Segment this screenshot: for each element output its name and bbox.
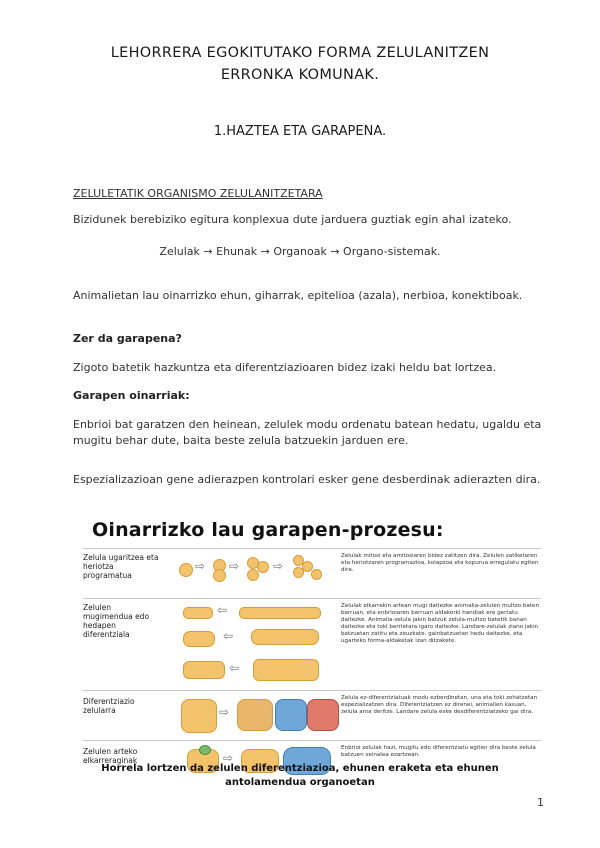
development-processes-figure bbox=[83, 518, 541, 788]
row-label: Zelula ugaritzea eta heriotza programatua bbox=[83, 553, 159, 580]
subheading: ZELULETATIK ORGANISMO ZELULANITZETARA bbox=[73, 187, 323, 200]
figure-caption-line2: antolamendua organoetan bbox=[225, 777, 375, 788]
question-development: Zer da garapena? bbox=[73, 332, 182, 345]
figure-title: Oinarrizko lau garapen-prozesu: bbox=[92, 519, 444, 541]
page-number: 1 bbox=[537, 796, 544, 809]
paragraph-development: Zigoto batetik hazkuntza eta diferentziazioaren bidez izaki heldu bat lortzea. bbox=[73, 361, 497, 374]
figure-row-movement: Zelulen mugimendua edo hedapen diferentziala ⇦ ⇦ ⇦ Zelulak elkarrekin artean mugi daitezke animalia-zelulen multzo baten barruan, eta enbrioiaren barruan aldakorki handiak ere gertatu daitezke. Animalia-zelula jakin batzuk zelula-multzo batetik banan daitezke eta toki berrietara igaro daitezke. Landare-zelulak ziano jakin batzuetan zatitu eta zeuzkate, gainbatzuetan hedu daitezke, eta ugarteko forma-aldaketak izan ditzakete. bbox=[83, 598, 541, 691]
figure-row-interactions: Zelulen arteko elkarreraginak ⇨ Enbrioi zelulak hazi, mugitu edo diferentziatu egiten dira beste zelula batzuen seinalea ezartzean. bbox=[83, 740, 541, 789]
paragraph-tissues: Animalietan lau oinarrizko ehun, giharrak, epitelioa (azala), nerbioa, konektiboak. bbox=[73, 289, 523, 302]
figure-row-differentiation: Diferentziazio zelularra ⇨ Zelula ez-diferentziatuak modu ezberdinetan, una eta toki zehatzetan espezializatzen dira. Diferentziatzen ez direnei, animalien kasuan, zelula ama deritze. Landare zelula eske desdiferentziatzeko gai dira. bbox=[83, 690, 541, 741]
paragraph-basics: Enbrioi bat garatzen den heinean, zelulek modu ordenatu batean hedatu, ugaldu eta mugitu behar dute, baita beste zelula batzuekin jarduen ere. bbox=[73, 418, 542, 447]
question-basics: Garapen oinarriak: bbox=[73, 389, 190, 402]
row-description: Zelulak elkarrekin artean mugi daitezke animalia-zelulen multzo baten barruan, eta enbrioiaren barruan aldakorki handiak ere gertatu daitezke. Animalia-zelula jakin batzuk zelula-multzo batetik banan daitezke eta toki berrietara igaro daitezke. Landare-zelulak ziano jakin batzuetan zatitu eta zeuzkate, gainbatzuetan hedu daitezke, eta ugarteko forma-aldaketak izan ditzakete. bbox=[341, 603, 540, 644]
paragraph-specialization: Espezializazioan gene adierazpen kontrolari esker gene desberdinak adierazten dira. bbox=[73, 473, 541, 486]
document-title-line2: ERRONKA KOMUNAK. bbox=[220, 67, 380, 83]
row-label: Diferentziazio zelularra bbox=[83, 697, 135, 715]
row-label: Zelulen mugimendua edo hedapen diferentziala bbox=[83, 603, 150, 639]
row-label: Zelulen arteko elkarreraginak bbox=[83, 747, 138, 765]
paragraph-structure: Bizidunek berebiziko egitura konplexua dute jarduera guztiak egin ahal izateko. bbox=[73, 213, 512, 226]
row-description: Enbrioi zelulak hazi, mugitu edo diferentziatu egiten dira beste zelula batzuen seinalea ezartzean. bbox=[341, 745, 536, 758]
figure-caption-line1: Horrela lortzen da zelulen diferentziazioa, ehunen eraketa eta ehunen bbox=[101, 763, 499, 774]
row-description: Zelulak mitosi eta amitosiaren bidez zatitzen dira. Zelulen zatiketaren eta heriotzaren programazioa, kolapsoa eta kopurua erregulatu egiten dira. bbox=[341, 553, 539, 573]
row-description: Zelula ez-diferentziatuak modu ezberdinetan, una eta toki zehatzetan espezializatzen dira. Diferentziatzen ez direnei, animalien kasuan, zelula ama deritze. Landare zelula eske desdiferentziatzeko gai dira. bbox=[341, 695, 538, 715]
organization-chain: Zelulak → Ehunak → Organoak → Organo-sistemak. bbox=[159, 245, 441, 258]
document-title-line1: LEHORRERA EGOKITUTAKO FORMA ZELULANITZEN bbox=[110, 45, 490, 61]
section-heading: 1.HAZTEA ETA GARAPENA. bbox=[213, 124, 387, 139]
figure-row-proliferation: Zelula ugaritzea eta heriotza programatua ⇨ ⇨ ⇨ Zelulak mitosi eta amitosiaren bidez zatitzen dira. Zelulen zatiketaren eta heriotzaren programazioa, kolapsoa eta kopurua erregulatu egiten dira. bbox=[83, 548, 541, 599]
